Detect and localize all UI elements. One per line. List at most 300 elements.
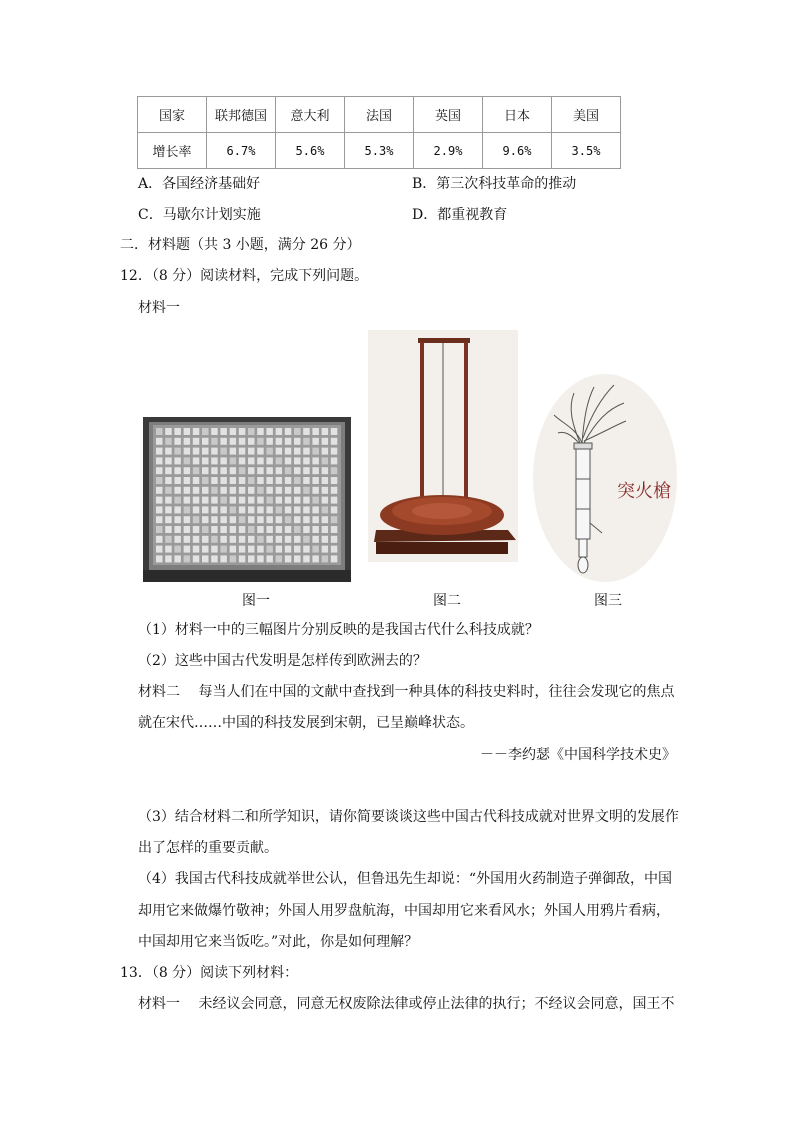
type-character bbox=[294, 438, 301, 445]
type-character bbox=[230, 497, 237, 504]
table-header-cell: 美国 bbox=[552, 97, 621, 133]
figure-fire-lance bbox=[532, 373, 678, 583]
type-character bbox=[230, 546, 237, 553]
type-character bbox=[174, 467, 181, 474]
type-character bbox=[331, 428, 338, 435]
type-character bbox=[276, 506, 283, 513]
type-character bbox=[193, 438, 200, 445]
type-character bbox=[248, 428, 255, 435]
type-character bbox=[184, 438, 191, 445]
type-character bbox=[239, 497, 246, 504]
type-character bbox=[285, 438, 292, 445]
type-character bbox=[322, 555, 329, 562]
type-character bbox=[230, 457, 237, 464]
type-character bbox=[257, 546, 264, 553]
type-character bbox=[276, 487, 283, 494]
type-character bbox=[156, 438, 163, 445]
type-character bbox=[220, 428, 227, 435]
type-character bbox=[211, 516, 218, 523]
type-character bbox=[220, 457, 227, 464]
type-character bbox=[248, 506, 255, 513]
material2-line2: 就在宋代……中国的科技发展到宋朝，已呈巅峰状态。 bbox=[138, 715, 474, 731]
type-character bbox=[193, 448, 200, 455]
type-character bbox=[248, 497, 255, 504]
type-character bbox=[276, 546, 283, 553]
type-character bbox=[257, 477, 264, 484]
type-character bbox=[285, 497, 292, 504]
type-character bbox=[193, 497, 200, 504]
type-character bbox=[165, 555, 172, 562]
type-character bbox=[165, 457, 172, 464]
type-character bbox=[248, 448, 255, 455]
type-character bbox=[331, 438, 338, 445]
table-cell: 6.7% bbox=[207, 133, 276, 169]
type-character bbox=[239, 457, 246, 464]
type-character bbox=[230, 555, 237, 562]
type-character bbox=[331, 487, 338, 494]
type-character bbox=[239, 546, 246, 553]
type-character bbox=[193, 536, 200, 543]
type-character bbox=[294, 477, 301, 484]
type-character bbox=[266, 516, 273, 523]
type-character bbox=[156, 555, 163, 562]
type-character bbox=[276, 536, 283, 543]
type-character bbox=[165, 477, 172, 484]
type-character bbox=[294, 497, 301, 504]
type-character bbox=[257, 487, 264, 494]
type-character bbox=[285, 467, 292, 474]
type-character bbox=[211, 487, 218, 494]
table-cell: 3.5% bbox=[552, 133, 621, 169]
fire-lance-label: 突火槍 bbox=[617, 481, 671, 502]
section-heading: 二．材料题（共 3 小题，满分 26 分） bbox=[120, 237, 361, 253]
type-character bbox=[174, 477, 181, 484]
type-character bbox=[165, 506, 172, 513]
type-character bbox=[211, 555, 218, 562]
type-character bbox=[230, 448, 237, 455]
caption-figure-1: 图一 bbox=[242, 593, 270, 609]
type-character bbox=[285, 477, 292, 484]
type-character bbox=[220, 536, 227, 543]
type-character bbox=[165, 438, 172, 445]
type-character bbox=[156, 477, 163, 484]
type-character bbox=[303, 536, 310, 543]
table-header-cell: 日本 bbox=[483, 97, 552, 133]
type-character bbox=[193, 477, 200, 484]
type-character bbox=[174, 516, 181, 523]
type-character bbox=[220, 506, 227, 513]
type-character bbox=[303, 457, 310, 464]
type-character bbox=[294, 467, 301, 474]
type-character bbox=[165, 428, 172, 435]
question-12-sub3-line2: 出了怎样的重要贡献。 bbox=[138, 840, 278, 856]
type-character bbox=[303, 448, 310, 455]
type-character bbox=[193, 506, 200, 513]
type-character bbox=[322, 467, 329, 474]
question-12-sub1: （1）材料一中的三幅图片分别反映的是我国古代什么科技成就？ bbox=[138, 622, 539, 638]
type-character bbox=[211, 546, 218, 553]
table-row-label: 增长率 bbox=[138, 133, 207, 169]
type-character bbox=[202, 448, 209, 455]
question-12-sub4-line1: （4）我国古代科技成就举世公认，但鲁迅先生却说：“外国用火药制造子弹御敌，中国 bbox=[138, 871, 673, 887]
type-character bbox=[276, 526, 283, 533]
type-character bbox=[303, 506, 310, 513]
type-character bbox=[165, 546, 172, 553]
type-character bbox=[257, 438, 264, 445]
type-character bbox=[156, 497, 163, 504]
option-c: C．马歇尔计划实施 bbox=[138, 207, 261, 223]
type-character bbox=[230, 536, 237, 543]
type-character bbox=[202, 536, 209, 543]
type-character bbox=[331, 506, 338, 513]
type-character bbox=[266, 546, 273, 553]
type-character bbox=[165, 516, 172, 523]
type-character bbox=[230, 477, 237, 484]
type-character bbox=[165, 467, 172, 474]
table-cell: 5.3% bbox=[345, 133, 414, 169]
type-character bbox=[331, 536, 338, 543]
type-character bbox=[230, 467, 237, 474]
type-character bbox=[266, 526, 273, 533]
type-character bbox=[174, 555, 181, 562]
type-character bbox=[248, 438, 255, 445]
type-character bbox=[312, 428, 319, 435]
table-cell: 5.6% bbox=[276, 133, 345, 169]
type-character bbox=[303, 497, 310, 504]
type-character bbox=[294, 536, 301, 543]
type-character bbox=[331, 467, 338, 474]
type-character bbox=[285, 555, 292, 562]
type-character bbox=[257, 428, 264, 435]
type-character bbox=[266, 438, 273, 445]
type-character bbox=[331, 448, 338, 455]
type-character bbox=[174, 438, 181, 445]
type-character bbox=[202, 477, 209, 484]
type-character bbox=[165, 497, 172, 504]
type-character bbox=[202, 506, 209, 513]
question-12-sub4-line2: 却用它来做爆竹敬神；外国人用罗盘航海，中国却用它来看风水；外国人用鸦片看病， bbox=[138, 903, 670, 919]
type-character bbox=[312, 487, 319, 494]
type-character bbox=[312, 477, 319, 484]
table-header-cell: 法国 bbox=[345, 97, 414, 133]
question-12-stem: 12．（8 分）阅读材料，完成下列问题。 bbox=[120, 268, 369, 284]
type-character bbox=[257, 526, 264, 533]
material2-source: －－李约瑟《中国科学技术史》 bbox=[480, 747, 676, 763]
type-character bbox=[276, 477, 283, 484]
type-character bbox=[211, 506, 218, 513]
type-character bbox=[239, 536, 246, 543]
type-character bbox=[266, 477, 273, 484]
type-character bbox=[266, 448, 273, 455]
type-character bbox=[174, 457, 181, 464]
type-character bbox=[184, 467, 191, 474]
type-character bbox=[184, 457, 191, 464]
type-character bbox=[248, 555, 255, 562]
type-character bbox=[294, 428, 301, 435]
type-character bbox=[312, 467, 319, 474]
type-character bbox=[202, 526, 209, 533]
type-character bbox=[202, 516, 209, 523]
type-character bbox=[266, 487, 273, 494]
option-a: A．各国经济基础好 bbox=[138, 176, 261, 192]
type-character bbox=[322, 457, 329, 464]
type-character bbox=[303, 487, 310, 494]
type-character bbox=[322, 448, 329, 455]
question-13-material1: 材料一 未经议会同意，同意无权废除法律或停止法律的执行；不经议会同意，国王不 bbox=[138, 996, 675, 1012]
type-character bbox=[248, 477, 255, 484]
type-character bbox=[165, 448, 172, 455]
figure-printing-block bbox=[143, 417, 351, 582]
table-header-cell: 联邦德国 bbox=[207, 97, 276, 133]
type-character bbox=[174, 497, 181, 504]
type-character bbox=[239, 467, 246, 474]
type-character bbox=[294, 555, 301, 562]
type-character bbox=[202, 457, 209, 464]
type-character bbox=[331, 497, 338, 504]
type-character bbox=[266, 497, 273, 504]
type-character bbox=[294, 457, 301, 464]
table-header-cell: 英国 bbox=[414, 97, 483, 133]
question-12-sub4-line3: 中国却用它来当饭吃。”对此，你是如何理解？ bbox=[138, 934, 419, 950]
type-character bbox=[331, 457, 338, 464]
type-character bbox=[156, 506, 163, 513]
type-character bbox=[285, 487, 292, 494]
type-character bbox=[303, 467, 310, 474]
type-character bbox=[276, 516, 283, 523]
type-character bbox=[322, 438, 329, 445]
type-character bbox=[257, 497, 264, 504]
type-character bbox=[312, 516, 319, 523]
type-character bbox=[266, 457, 273, 464]
table-header-cell: 意大利 bbox=[276, 97, 345, 133]
option-d: D．都重视教育 bbox=[412, 207, 508, 223]
type-character bbox=[220, 516, 227, 523]
type-character bbox=[276, 497, 283, 504]
caption-figure-2: 图二 bbox=[433, 593, 461, 609]
type-character bbox=[211, 526, 218, 533]
type-character bbox=[211, 428, 218, 435]
type-character bbox=[156, 487, 163, 494]
type-character bbox=[312, 506, 319, 513]
type-character bbox=[312, 526, 319, 533]
type-character bbox=[165, 536, 172, 543]
type-character bbox=[184, 506, 191, 513]
type-character bbox=[294, 516, 301, 523]
type-character bbox=[202, 497, 209, 504]
type-character bbox=[156, 546, 163, 553]
type-character bbox=[193, 487, 200, 494]
type-character bbox=[312, 536, 319, 543]
type-character bbox=[266, 506, 273, 513]
type-character bbox=[220, 448, 227, 455]
type-character bbox=[248, 516, 255, 523]
type-character bbox=[156, 448, 163, 455]
type-character bbox=[248, 546, 255, 553]
type-character bbox=[174, 526, 181, 533]
type-character bbox=[266, 467, 273, 474]
type-character bbox=[257, 457, 264, 464]
type-character bbox=[211, 497, 218, 504]
type-character bbox=[303, 555, 310, 562]
type-character bbox=[285, 457, 292, 464]
type-character bbox=[184, 526, 191, 533]
question-12-sub3-line1: （3）结合材料二和所学知识，请你简要谈谈这些中国古代科技成就对世界文明的发展作 bbox=[138, 809, 679, 825]
table-header-cell: 国家 bbox=[138, 97, 207, 133]
type-character bbox=[202, 546, 209, 553]
type-character bbox=[156, 526, 163, 533]
type-character bbox=[184, 546, 191, 553]
type-character bbox=[193, 428, 200, 435]
type-character bbox=[294, 487, 301, 494]
type-character bbox=[230, 526, 237, 533]
type-character bbox=[276, 457, 283, 464]
type-character bbox=[294, 506, 301, 513]
type-character bbox=[248, 536, 255, 543]
type-character bbox=[230, 506, 237, 513]
type-character bbox=[193, 467, 200, 474]
type-character bbox=[285, 526, 292, 533]
figure-compass bbox=[368, 330, 518, 562]
type-character bbox=[211, 477, 218, 484]
type-character bbox=[239, 477, 246, 484]
type-character bbox=[294, 526, 301, 533]
type-character bbox=[184, 516, 191, 523]
type-character bbox=[257, 506, 264, 513]
type-character bbox=[193, 526, 200, 533]
type-character bbox=[202, 487, 209, 494]
type-character bbox=[285, 516, 292, 523]
type-character bbox=[202, 428, 209, 435]
type-character bbox=[156, 536, 163, 543]
type-character bbox=[276, 438, 283, 445]
type-character bbox=[312, 555, 319, 562]
type-character bbox=[165, 526, 172, 533]
type-character bbox=[322, 428, 329, 435]
type-character bbox=[322, 477, 329, 484]
type-character bbox=[184, 497, 191, 504]
type-character bbox=[184, 555, 191, 562]
type-character bbox=[193, 546, 200, 553]
type-character bbox=[285, 546, 292, 553]
type-character bbox=[322, 526, 329, 533]
type-character bbox=[266, 428, 273, 435]
material2-line1: 材料二 每当人们在中国的文献中查找到一种具体的科技史料时，往往会发现它的焦点 bbox=[138, 684, 675, 700]
table-row bbox=[138, 133, 621, 169]
type-character bbox=[220, 477, 227, 484]
type-character bbox=[156, 516, 163, 523]
type-character bbox=[202, 467, 209, 474]
type-character bbox=[331, 546, 338, 553]
type-character bbox=[220, 526, 227, 533]
type-character bbox=[303, 477, 310, 484]
type-character bbox=[211, 438, 218, 445]
type-character bbox=[220, 487, 227, 494]
type-character bbox=[266, 536, 273, 543]
type-character bbox=[312, 457, 319, 464]
fire-lance-image bbox=[532, 373, 678, 583]
type-character bbox=[331, 477, 338, 484]
table-header-row bbox=[138, 97, 621, 133]
type-character bbox=[156, 467, 163, 474]
type-character bbox=[331, 516, 338, 523]
type-character bbox=[312, 438, 319, 445]
type-character bbox=[285, 536, 292, 543]
type-character bbox=[322, 506, 329, 513]
type-character bbox=[303, 428, 310, 435]
growth-rate-table bbox=[137, 96, 621, 169]
type-character bbox=[165, 487, 172, 494]
type-character bbox=[312, 497, 319, 504]
type-character bbox=[239, 428, 246, 435]
type-character bbox=[248, 467, 255, 474]
type-character bbox=[294, 546, 301, 553]
type-character bbox=[156, 428, 163, 435]
type-character bbox=[239, 526, 246, 533]
option-b: B．第三次科技革命的推动 bbox=[412, 176, 577, 192]
type-character bbox=[174, 506, 181, 513]
printing-block-image bbox=[143, 417, 351, 582]
type-character bbox=[174, 487, 181, 494]
type-character bbox=[331, 555, 338, 562]
type-character bbox=[285, 448, 292, 455]
type-character bbox=[239, 487, 246, 494]
type-character bbox=[239, 516, 246, 523]
type-character bbox=[257, 448, 264, 455]
type-character bbox=[202, 555, 209, 562]
type-character bbox=[239, 448, 246, 455]
type-character bbox=[276, 555, 283, 562]
type-character bbox=[220, 546, 227, 553]
type-character bbox=[257, 467, 264, 474]
type-character bbox=[230, 516, 237, 523]
type-character bbox=[220, 438, 227, 445]
type-character bbox=[248, 487, 255, 494]
type-character bbox=[230, 438, 237, 445]
compass-image bbox=[368, 330, 518, 562]
type-character bbox=[184, 448, 191, 455]
type-character bbox=[322, 497, 329, 504]
question-13-stem: 13．（8 分）阅读下列材料： bbox=[120, 965, 299, 981]
type-character bbox=[230, 428, 237, 435]
type-character bbox=[312, 448, 319, 455]
type-character bbox=[184, 487, 191, 494]
type-character bbox=[285, 428, 292, 435]
type-character bbox=[322, 546, 329, 553]
type-character bbox=[294, 448, 301, 455]
type-character bbox=[303, 526, 310, 533]
type-character bbox=[248, 526, 255, 533]
caption-figure-3: 图三 bbox=[594, 593, 622, 609]
type-character bbox=[276, 467, 283, 474]
type-character bbox=[303, 546, 310, 553]
type-character bbox=[211, 536, 218, 543]
type-character bbox=[239, 506, 246, 513]
type-character bbox=[174, 448, 181, 455]
type-character bbox=[211, 467, 218, 474]
type-character bbox=[276, 428, 283, 435]
type-character bbox=[174, 428, 181, 435]
type-character bbox=[257, 555, 264, 562]
type-character bbox=[285, 506, 292, 513]
type-character bbox=[211, 448, 218, 455]
type-character bbox=[322, 536, 329, 543]
type-character bbox=[239, 555, 246, 562]
table-cell: 2.9% bbox=[414, 133, 483, 169]
type-character bbox=[184, 428, 191, 435]
type-character bbox=[276, 448, 283, 455]
type-character bbox=[184, 477, 191, 484]
type-character bbox=[202, 438, 209, 445]
